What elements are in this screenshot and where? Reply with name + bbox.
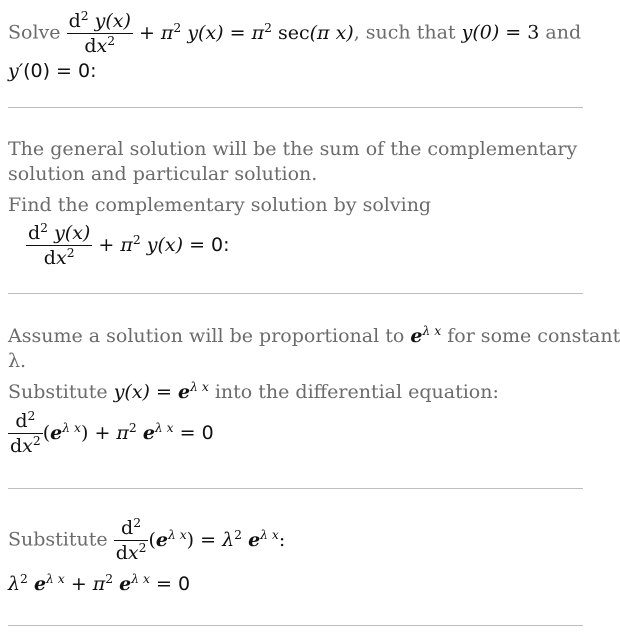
general-solution-text-1: The general solution will be the sum of the complementary xyxy=(8,138,578,160)
derivative-condition: y′(0) = 0: xyxy=(8,60,97,82)
general-solution-text-2: solution and particular solution. xyxy=(8,163,318,185)
problem-statement xyxy=(8,10,581,57)
solve-word: Solve xyxy=(8,21,61,44)
assume-text: Assume a solution will be proportional to $e^{\lambda x}$ for some constant xyxy=(8,324,620,347)
substitute-text: Substitute $y(x) = e^{\lambda x}$ into the differential equation: xyxy=(8,380,499,403)
second-derivative-fraction: $\frac{d^2 y(x)}{dx^2}$ xyxy=(68,9,131,57)
and-word: and xyxy=(545,21,582,44)
characteristic-equation: $\lambda^2$ $e^{\lambda x} + \pi^2$ $e^{\lambda x} = 0$ xyxy=(8,572,191,595)
lambda-line: λ. xyxy=(8,350,27,372)
substituted-equation: $\frac{d^2}{dx^2}$ $(e^{\lambda x}) + \pi^2$ $e^{\lambda x} = 0$ xyxy=(10,409,214,457)
substitute-derivative: Substitute $\frac{d^2}{dx^2}$ $(e^{\lambda x}) = \lambda^2$ $e^{\lambda x}$: xyxy=(8,516,286,564)
ode-equation: $\frac{d^2 y(x)}{dx^2}$ + $\pi^2$ $y(x) = \pi^2$ sec(π x) xyxy=(68,9,354,57)
homogeneous-equation: $\frac{d^2 y(x)}{dx^2}$ + $\pi^2$ y(x) = 0: xyxy=(28,221,230,269)
initial-condition: y(0) = 3 xyxy=(461,21,540,44)
divider xyxy=(8,107,583,108)
find-complementary-text: Find the complementary solution by solving xyxy=(8,194,432,216)
divider xyxy=(8,488,583,489)
divider xyxy=(8,625,583,626)
divider xyxy=(8,293,583,294)
condition-text: , such that xyxy=(353,21,456,44)
